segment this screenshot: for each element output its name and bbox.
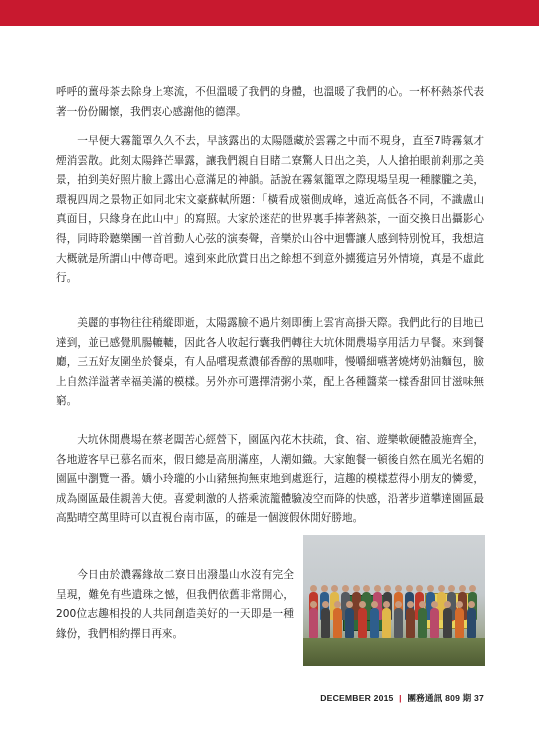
photo-person-head: [395, 601, 402, 608]
photo-person-head: [384, 585, 391, 592]
page-footer: [320, 692, 484, 704]
paragraph-3-text: 美麗的事物往往稍縱即逝，太陽露臉不過片刻即衝上雲宵高掛天際。我們此行的目地已達到，並已感覺肌腸轆轆，因此各人收起行囊我們轉往大坑休閒農場享用活力早餐。來到餐廳，三五好友圍坐於餐桌，有人品嚐現煮濃郁香醇的黑咖啡，慢嚼細嚥著燒烤奶油麵包，臉上自然洋溢著幸福美滿的模樣。另外亦可選擇清粥小菜，配上各種醬菜一樣香甜回甘滋味無窮。: [56, 317, 484, 408]
photo-person-head: [342, 585, 349, 592]
photo-person-head: [427, 585, 434, 592]
photo-person: [382, 608, 391, 638]
photo-person-head: [321, 585, 328, 592]
photo-person-head: [416, 585, 423, 592]
photo-ground: [303, 638, 485, 666]
paragraph-5-text: 今日由於濃霧緣故二寮日出潑墨山水沒有完全呈現，難免有些遺珠之憾，但我們依舊非常開心，200位志趣相投的人共同創造美好的一天即是一種緣份，我們相約擇日再來。: [56, 569, 294, 640]
photo-person-head: [353, 585, 360, 592]
photo-person-head: [395, 585, 402, 592]
photo-person: [467, 608, 476, 638]
paragraph-4-text: 大坑休閒農場在蔡老闆苦心經營下，園區內花木扶疏，食、宿、遊樂軟硬體設施齊全，各地遊客早已慕名而來，假日總是高朋滿座，人潮如織。大家飽餐一頓後自然在風光名媚的園區中瀏覽一番。嬌小玲瓏的小山豬無拘無束地到處逛行，這趣的模樣惹得小朋友的憐愛，成為園區最佳親善大使。喜愛刺激的人搭乘流籠體驗凌空而降的快感，沿著步道攀達園區最高點晴空萬里時可以直視台南市區，的確是一個渡假休閒好勝地。: [56, 434, 484, 525]
photo-person-head: [310, 601, 317, 608]
photo-person-head: [363, 585, 370, 592]
footer-separator: |: [399, 693, 402, 703]
photo-person-head: [371, 601, 378, 608]
photo-person-head: [383, 601, 390, 608]
photo-person-head: [468, 601, 475, 608]
paragraph-2-text: 一早便大霧籠罩久久不去，早該露出的太陽隱藏於雲霧之中而不現身，直至7時霧氣才煙消雲散。此刻太陽鋒芒畢露，讓我們親自目睹二寮驚人日出之美，人人搶拍眼前剎那之美景，拍到美好照片臉上露出心意滿足的神韻。話說在霧氣籠罩之際現場呈現一種朦朧之美，環視四周之景物正如同北宋文豪蘇軾所題：「橫看成嶺側成峰，遠近高低各不同，不識盧山真面目，只緣身在此山中」的寫照。大家於迷茫的世界裏手捧著熱茶，一面交換日出攝影心得，同時聆聽樂團一首首動人心弦的演奏聲，音樂於山谷中迴響讓人感到特別悅耳，我想這大概就是所謂山中傳奇吧。遠到來此欣賞日出之餘想不到意外擄獲這另外情境，真是不虛此行。: [56, 135, 484, 285]
photo-person-head: [469, 585, 476, 592]
paragraph-1-text: 呼呼的薑母茶去除身上寒流，不但溫暖了我們的身體，也溫暖了我們的心。一杯杯熱茶代表著一份份關懷，我們衷心感謝他的德澤。: [56, 86, 484, 118]
photo-person-head: [374, 585, 381, 592]
photo-person: [370, 608, 379, 638]
paragraph-4: [56, 431, 484, 529]
photo-person: [394, 608, 403, 638]
photo-person: [358, 608, 367, 638]
paragraph-1: [56, 83, 484, 122]
photo-person-head: [310, 585, 317, 592]
photo-person-head: [459, 585, 466, 592]
photo-person: [406, 608, 415, 638]
photo-person: [430, 608, 439, 638]
photo-person: [418, 608, 427, 638]
photo-person-head: [359, 601, 366, 608]
group-photo: [303, 535, 485, 666]
photo-person: [309, 608, 318, 638]
photo-person: [321, 608, 330, 638]
photo-person-head: [444, 601, 451, 608]
photo-person-head: [456, 601, 463, 608]
photo-person: [345, 608, 354, 638]
photo-person-head: [331, 585, 338, 592]
photo-person-head: [448, 585, 455, 592]
paragraph-3: [56, 314, 484, 412]
paragraph-5: [56, 566, 294, 644]
footer-publication: 團務通訊 809 期: [407, 693, 472, 703]
footer-date: DECEMBER 2015: [320, 693, 394, 703]
photo-person: [443, 608, 452, 638]
paragraph-2: [56, 132, 484, 289]
photo-person: [455, 608, 464, 638]
photo-person-head: [406, 585, 413, 592]
photo-person: [333, 608, 342, 638]
photo-person-head: [438, 585, 445, 592]
top-accent-bar: [0, 0, 539, 26]
footer-page-number: 37: [474, 693, 484, 703]
